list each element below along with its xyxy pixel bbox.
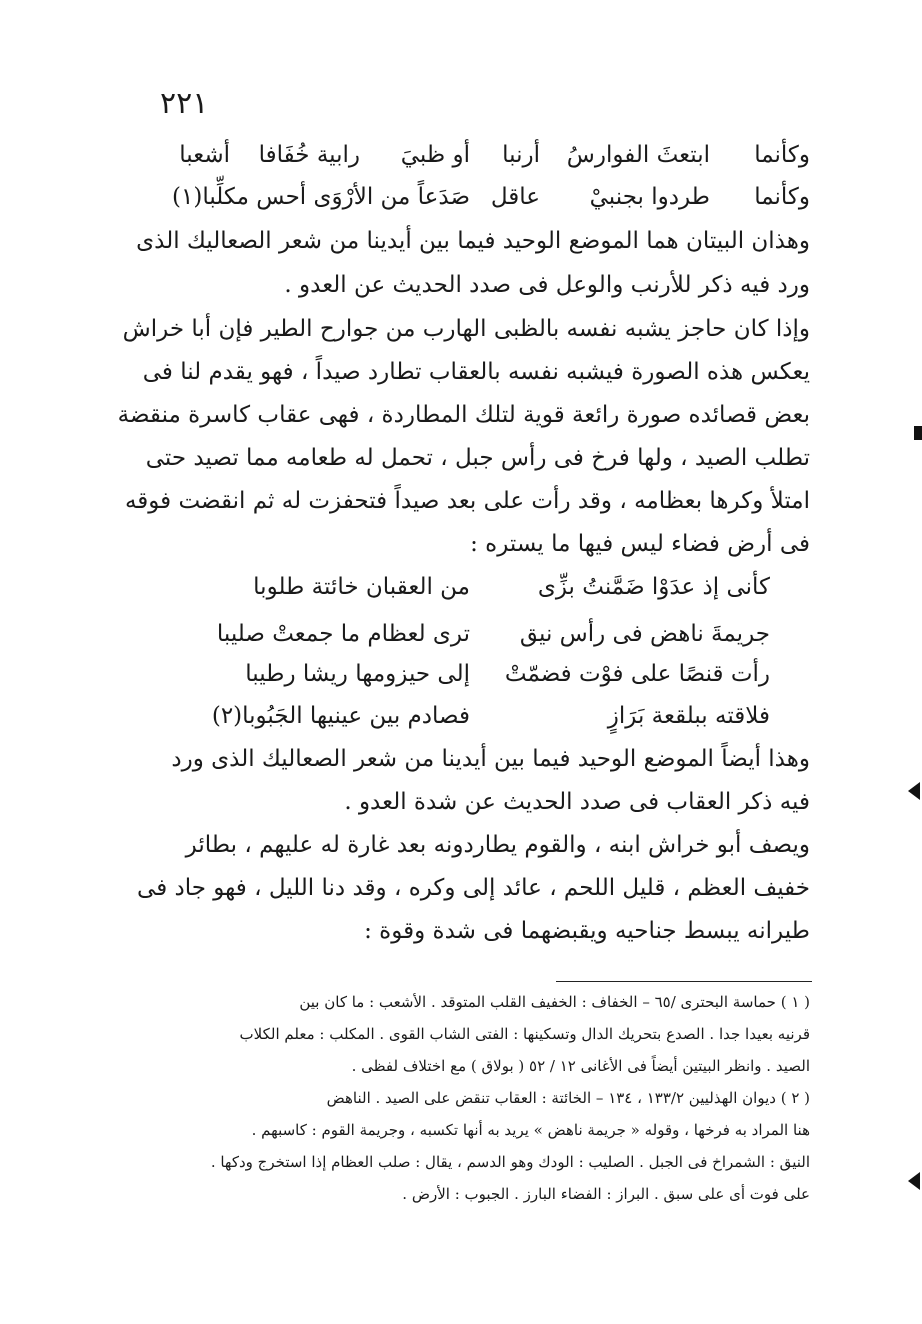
verse-segment: طردوا بجنبيْ: [589, 184, 710, 210]
verse-segment: أو ظبيَ: [400, 142, 470, 168]
verse-segment: عاقل: [490, 184, 540, 210]
footnote-line: هنا المراد به فرخها ، وقوله « جريمة ناهض » يريد به أنها تكسبه ، وجريمة القوم : كاسبهم .: [251, 1121, 810, 1139]
verse-segment: رابية خُفَافا: [258, 142, 360, 168]
scan-edge-mark: [908, 1172, 920, 1190]
verse-mid-2: [200, 615, 770, 653]
scan-edge-mark: [914, 426, 922, 440]
text-line: بعض قصائده صورة رائعة قوية لتلك المطاردة ، فهى عقاب كاسرة منقضة: [117, 402, 810, 428]
verse-segment: ابتعثَ الفوارسُ: [566, 142, 710, 168]
footnote-line: ( ٢ ) ديوان الهذليين ١٣٣/٢ ، ١٣٤ – الخائتة : العقاب تنقض على الصيد . الناهض: [326, 1089, 810, 1107]
verse-segment: أشعبا: [179, 142, 230, 168]
text-line: يعكس هذه الصورة فيشبه نفسه بالعقاب تطارد صيداً ، فهو يقدم لنا فى: [142, 359, 810, 385]
verse-hemistich-left: فصادم بين عينيها الجَبُوبا(٢): [211, 703, 470, 729]
scan-edge-mark: [908, 782, 920, 800]
verse-hemistich-right: جريمةَ ناهض فى رأس نيق: [519, 621, 770, 647]
verse-top-1: [160, 136, 810, 174]
text-line: وإذا كان حاجز يشبه نفسه بالظبى الهارب من جوارح الطير فإن أبا خراش: [122, 316, 810, 342]
verse-segment: وكأنما: [754, 142, 810, 168]
text-line: ورد فيه ذكر للأرنب والوعل فى صدد الحديث عن العدو .: [284, 272, 810, 298]
verse-hemistich-right: فلاقته ببلقعة بَرَازٍ: [607, 703, 770, 729]
footnote-line: ( ١ ) حماسة البحترى /٦٥ – الخفاف : الخفيف القلب المتوقد . الأشعب : ما كان بين: [299, 993, 810, 1011]
verse-segment: وكأنما: [754, 184, 810, 210]
text-line: طيرانه يبسط جناحيه ويقبضهما فى شدة وقوة :: [364, 918, 810, 944]
footnote-divider: [556, 981, 812, 982]
verse-hemistich-right: كأنى إذ عدَوْا ضَمَّنتُ بزِّى: [537, 574, 770, 600]
text-line: ويصف أبو خراش ابنه ، والقوم يطاردونه بعد غارة له عليهم ، بطائر: [185, 832, 810, 858]
text-line: تطلب الصيد ، ولها فرخ فى رأس جبل ، تحمل له طعامه مما تصيد حتى: [145, 445, 810, 471]
verse-top-2: [160, 178, 810, 216]
text-line: فيه ذكر العقاب فى صدد الحديث عن شدة العدو .: [344, 789, 810, 815]
verse-mid-4: [200, 697, 770, 735]
footnote-line: قرنيه بعيدا جدا . الصدع بتحريك الدال وتسكينها : الفتى الشاب القوى . المكلب : معلم الكلاب: [239, 1025, 810, 1043]
text-line: وهذا أيضاً الموضع الوحيد فيما بين أيدينا من شعر الصعاليك الذى ورد: [171, 746, 810, 772]
verse-segment: صَدَعاً من الأرْوَى أحس مكلِّبا(١): [172, 184, 470, 210]
footnote-line: الصيد . وانظر البيتين أيضاً فى الأغانى ١٢ / ٥٢ ( بولاق ) مع اختلاف لفظى .: [351, 1057, 810, 1075]
verse-segment: أرنبا: [502, 142, 540, 168]
page-number: ٢٢١: [160, 86, 209, 121]
text-line: فى أرض فضاء ليس فيها ما يستره :: [470, 531, 810, 557]
verse-mid-1: [200, 568, 770, 606]
verse-hemistich-right: رأت قنصًا على فوْت فضمّتْ: [504, 661, 770, 687]
footnote-line: على فوت أى على سبق . البراز : الفضاء البارز . الجبوب : الأرض .: [402, 1185, 810, 1203]
verse-hemistich-left: ترى لعظام ما جمعتْ صليبا: [216, 621, 470, 647]
text-line: خفيف العظم ، قليل اللحم ، عائد إلى وكره ، وقد دنا الليل ، فهو جاد فى: [137, 875, 810, 901]
footnote-line: النيق : الشمراخ فى الجبل . الصليب : الودك وهو الدسم ، يقال : صلب العظام إذا استخرج ودكها .: [210, 1153, 810, 1171]
verse-hemistich-left: إلى حيزومها ريشا رطيبا: [245, 661, 470, 687]
text-line: وهذان البيتان هما الموضع الوحيد فيما بين أيدينا من شعر الصعاليك الذى: [136, 228, 810, 254]
text-line: امتلأ وكرها بعظامه ، وقد رأت على بعد صيداً فتحفزت له ثم انقضت فوقه: [124, 488, 810, 514]
verse-hemistich-left: من العقبان خائتة طلوبا: [253, 574, 470, 600]
verse-mid-3: [200, 655, 770, 693]
